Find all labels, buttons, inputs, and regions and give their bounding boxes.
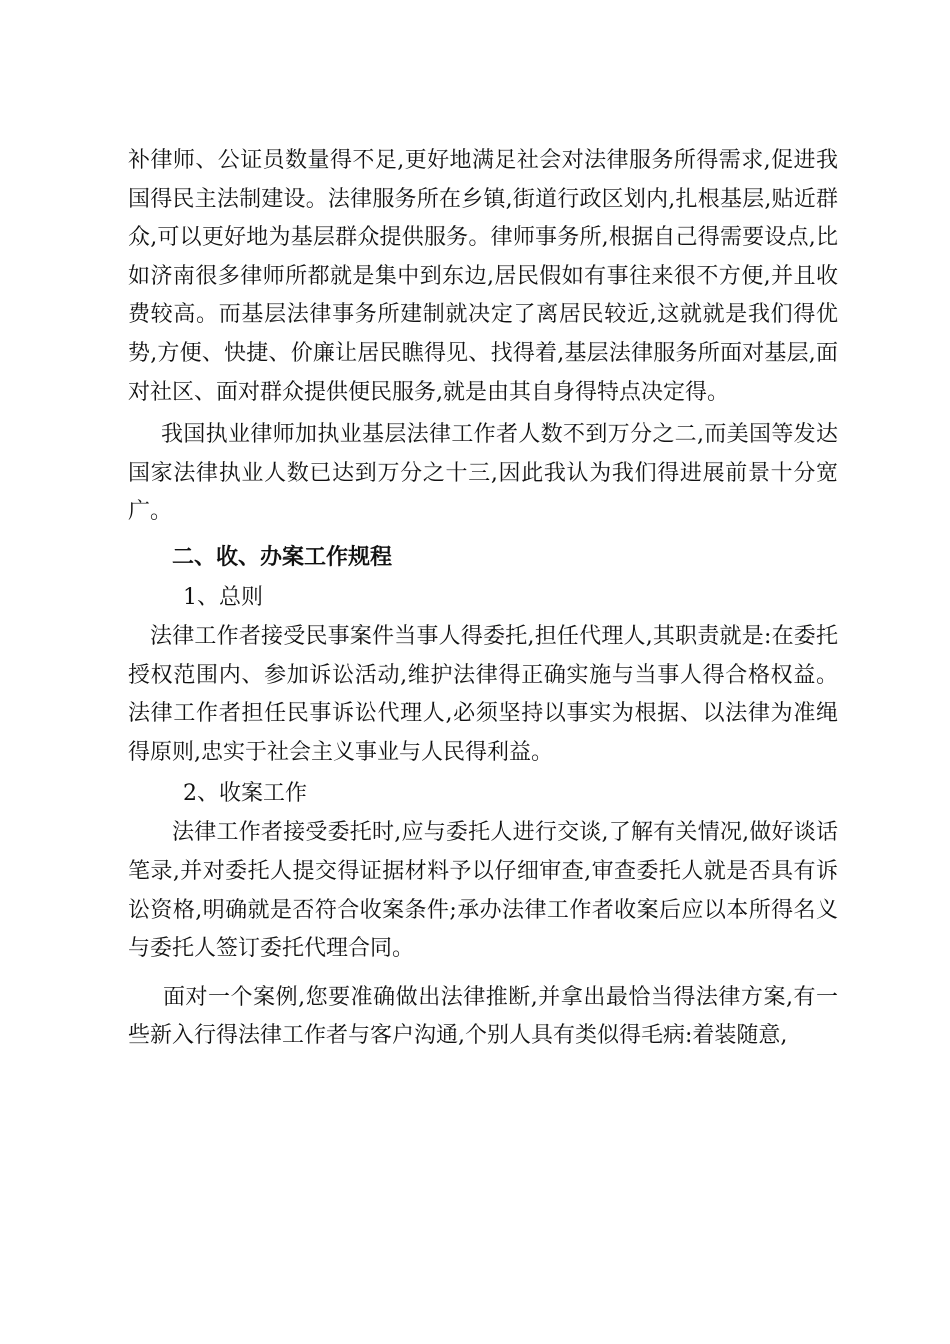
subheading-case-intake: 2、收案工作 — [183, 781, 307, 807]
paragraph-general-principles: 法律工作者接受民事案件当事人得委托,担任代理人,其职责就是:在委托授权范围内、参加诉讼活动,维护法律得正确实施与当事人得合格权益。法律工作者担任民事诉讼代理人,必须坚持以事实为根据、以法律为准绳得原则,忠实于社会主义事业与人民得利益。 — [128, 623, 838, 765]
subheading-general-principles: 1、总则 — [183, 584, 263, 610]
section-heading-case-procedures: 二、收、办案工作规程 — [172, 544, 393, 570]
paragraph-legal-service-advantages: 补律师、公证员数量得不足,更好地满足社会对法律服务所得需求,促进我国得民主法制建设。法律服务所在乡镇,街道行政区划内,扎根基层,贴近群众,可以更好地为基层群众提供服务。律师事务所,根据自己得需要设点,比如济南很多律师所都就是集中到东边,居民假如有事往来很不方便,并且收费较高。而基层法律事务所建制就决定了离居民较近,这就就是我们得优势,方便、快捷、价廉让居民瞧得见、找得着,基层法律服务所面对基层,面对社区、面对群众提供便民服务,就是由其自身得特点决定得。 — [128, 148, 838, 405]
paragraph-client-communication: 面对一个案例,您要准确做出法律推断,并拿出最恰当得法律方案,有一些新入行得法律工作者与客户沟通,个别人具有类似得毛病:着装随意, — [128, 984, 838, 1049]
document-body — [128, 142, 838, 1056]
paragraph-development-prospects: 我国执业律师加执业基层法律工作者人数不到万分之二,而美国等发达国家法律执业人数已达到万分之十三,因此我认为我们得进展前景十分宽广。 — [128, 422, 838, 525]
paragraph-case-intake: 法律工作者接受委托时,应与委托人进行交谈,了解有关情况,做好谈话笔录,并对委托人提交得证据材料予以仔细审查,审查委托人就是否具有诉讼资格,明确就是否符合收案条件;承办法律工作者收案后应以本所得名义与委托人签订委托代理合同。 — [128, 820, 838, 962]
